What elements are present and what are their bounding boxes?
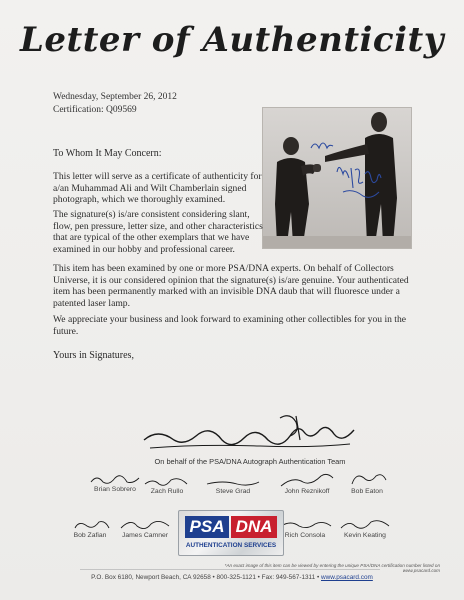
paragraph-intro: This letter will serve as a certificate of authenticity for a/an Muhammad Ali and Wilt Chamberlain signed photograph, which we thoroughly examined. — [53, 171, 262, 206]
signer-name: Brian Sobrero — [94, 486, 136, 493]
signer-name: James Camner — [121, 532, 169, 539]
team-line: On behalf of the PSA/DNA Autograph Authentication Team — [154, 457, 346, 466]
signer-bob-eaton — [322, 470, 412, 495]
signer-name: Steve Grad — [215, 488, 251, 495]
logo-psa-text: PSA — [185, 516, 229, 538]
logo-dna-text: DNA — [231, 516, 277, 538]
signer-name: Kevin Keating — [344, 532, 386, 539]
letter-date: Wednesday, September 26, 2012 — [53, 92, 177, 102]
letter-title: Letter of Authenticity — [19, 20, 445, 60]
certification-number: Certification: Q09569 — [53, 105, 137, 115]
letter-closing: Yours in Signatures, — [53, 350, 134, 361]
signed-photograph — [262, 107, 412, 249]
signer-name: John Reznikoff — [284, 488, 330, 495]
signer-james-camner — [100, 518, 190, 539]
logo-subtitle: AUTHENTICATION SERVICES — [185, 542, 277, 549]
logo-wordmark — [185, 516, 277, 538]
signer-kevin-keating — [320, 518, 410, 539]
website-link[interactable]: www.psacard.com — [320, 574, 373, 581]
psa-dna-logo — [178, 510, 284, 556]
address-text: P.O. Box 6180, Newport Beach, CA 92658 • 800-325-1121 • Fax: 949-567-1311 • — [91, 574, 320, 581]
signer-name: Bob Eaton — [351, 488, 383, 495]
paragraph-examination: This item has been examined by one or more PSA/DNA experts. On behalf of Collectors Universe, it is our considered opinion that the signature(s) is/are genuine. Your authenticated item has been permanently marked with an invisible DNA daub that will fluoresce under a patented laser lamp. — [53, 263, 409, 309]
signer-name: Zach Rullo — [150, 488, 184, 495]
team-signature — [140, 410, 360, 458]
signer-name: Rich Consola — [284, 532, 326, 539]
salutation: To Whom It May Concern: — [53, 148, 162, 159]
footer-address — [0, 574, 464, 581]
footer-divider — [80, 569, 380, 570]
paragraph-appreciation: We appreciate your business and look forward to examining other collectibles for you in the future. — [53, 314, 407, 337]
signer-name: Bob Zafian — [73, 532, 107, 539]
footnote: *An exact image of this item can be viewed by entering the unique PSA/DNA certification number listed on www.psacard.com — [224, 563, 440, 573]
paragraph-analysis: The signature(s) is/are consistent considering slant, flow, pen pressure, letter size, and other characteristics that are typical of the other exemplars that we have examined in our hobby and professional career. — [53, 209, 263, 255]
